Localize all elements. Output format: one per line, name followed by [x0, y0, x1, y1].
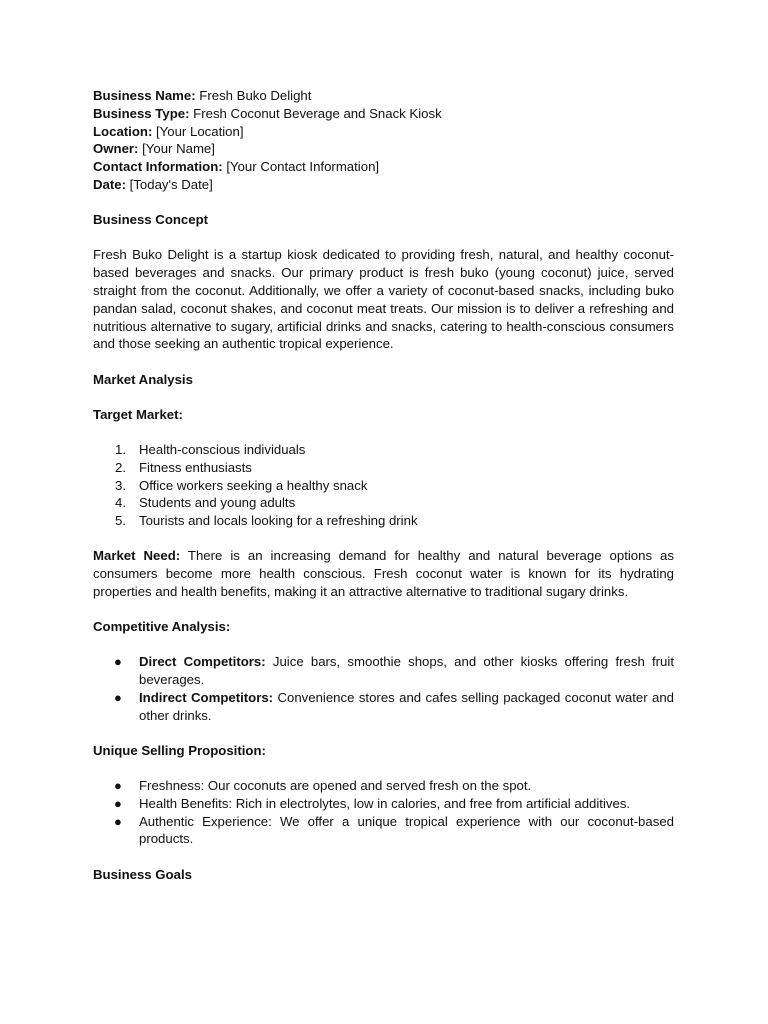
business-type-value: Fresh Coconut Beverage and Snack Kiosk: [193, 105, 442, 121]
contact-value: [Your Contact Information]: [226, 159, 380, 175]
location-value: [Your Location]: [156, 123, 244, 139]
competitors-list: [93, 653, 674, 724]
usp-item-text: Health Benefits: Rich in electrolytes, low in calories, and free from artificial additives.: [139, 795, 631, 811]
list-item: [93, 795, 674, 813]
usp-item-text: Freshness: Our coconuts are opened and served fresh on the spot.: [139, 778, 532, 794]
list-number: 1.: [115, 441, 126, 457]
usp-heading: Unique Selling Proposition:: [93, 742, 266, 758]
list-item: [93, 512, 674, 530]
business-name-label: Business Name:: [93, 88, 196, 103]
list-item: [93, 689, 674, 725]
list-item: [93, 477, 674, 495]
target-market-heading: Target Market:: [93, 406, 183, 422]
business-name-value: Fresh Buko Delight: [199, 88, 312, 103]
market-need-label: Market Need:: [93, 548, 181, 564]
bullet-icon: ●: [114, 778, 122, 794]
business-type-line: [93, 105, 674, 123]
location-label: Location:: [93, 123, 153, 139]
date-line: [93, 176, 674, 194]
list-item: [93, 813, 674, 849]
competitive-analysis-heading: Competitive Analysis:: [93, 619, 231, 635]
list-number: 5.: [115, 513, 126, 529]
bullet-icon: ●: [114, 654, 122, 670]
list-item: [93, 777, 674, 795]
owner-label: Owner:: [93, 141, 139, 157]
business-info-block: [93, 87, 674, 194]
business-goals-heading: Business Goals: [93, 866, 192, 882]
date-label: Date:: [93, 176, 126, 192]
business-type-label: Business Type:: [93, 105, 190, 121]
list-item: [93, 441, 674, 459]
usp-list: [93, 777, 674, 848]
market-analysis-heading: Market Analysis: [93, 371, 193, 387]
market-need-text: There is an increasing demand for healthy and natural beverage options as consumers become more health conscious. Fresh coconut water is known for its hydrating properties and health benefits, making it an attractive alternative to traditional sugary drinks.: [93, 548, 674, 599]
list-item-text: Health-conscious individuals: [139, 441, 306, 457]
owner-value: [Your Name]: [142, 141, 215, 157]
list-item: [93, 459, 674, 477]
contact-label: Contact Information:: [93, 159, 223, 175]
location-line: [93, 123, 674, 141]
list-number: 3.: [115, 477, 126, 493]
competitor-text: Convenience stores and cafes selling packaged coconut water and other drinks.: [139, 689, 674, 723]
list-item: [93, 653, 674, 689]
list-item-text: Tourists and locals looking for a refreshing drink: [139, 513, 418, 529]
list-item-text: Students and young adults: [139, 495, 296, 511]
list-item-text: Fitness enthusiasts: [139, 459, 252, 475]
list-number: 2.: [115, 459, 126, 475]
bullet-icon: ●: [114, 813, 122, 829]
competitor-text: Juice bars, smoothie shops, and other kiosks offering fresh fruit beverages.: [139, 654, 674, 688]
business-name-line: [93, 87, 674, 105]
bullet-icon: ●: [114, 689, 122, 705]
date-value: [Today's Date]: [129, 176, 213, 192]
target-market-list: [93, 441, 674, 530]
document-body: [93, 87, 674, 883]
list-number: 4.: [115, 495, 126, 511]
competitor-label: Direct Competitors:: [139, 654, 266, 670]
contact-line: [93, 158, 674, 176]
bullet-icon: ●: [114, 795, 122, 811]
competitor-label: Indirect Competitors:: [139, 689, 274, 705]
market-need-paragraph: [93, 547, 674, 600]
list-item-text: Office workers seeking a healthy snack: [139, 477, 368, 493]
usp-item-text: Authentic Experience: We offer a unique tropical experience with our coconut-based products.: [139, 813, 674, 847]
business-concept-heading: Business Concept: [93, 212, 209, 228]
owner-line: [93, 140, 674, 158]
list-item: [93, 494, 674, 512]
business-concept-paragraph: Fresh Buko Delight is a startup kiosk dedicated to providing fresh, natural, and healthy coconut-based beverages and snacks. Our primary product is fresh buko (young coconut) juice, served straight from the coconut. Additionally, we offer a variety of coconut-based snacks, including buko pandan salad, coconut shakes, and coconut meat treats. Our mission is to deliver a refreshing and nutritious alternative to sugary, artificial drinks and snacks, catering to health-conscious consumers and those seeking an authentic tropical experience.: [93, 247, 674, 352]
